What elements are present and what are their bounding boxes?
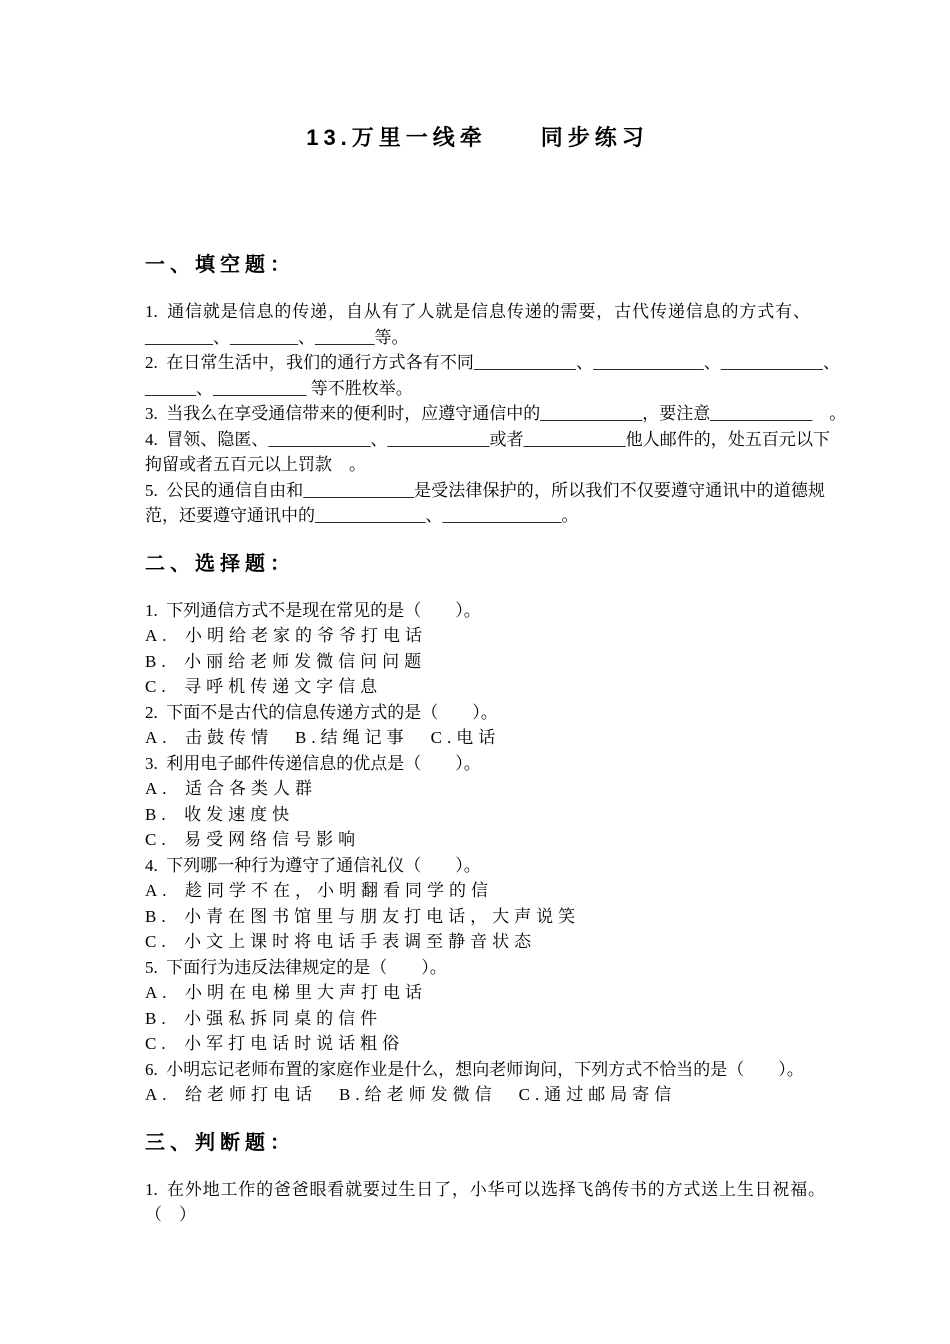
fill-question-3: 3. 当我么在享受通信带来的便利时，应遵守通信中的____________，要注意____________ 。 [145,404,847,423]
choice-question-4: 4. 下列哪一种行为遵守了通信礼仪（ ）。 [145,855,481,875]
choice-question-1: 1. 下列通信方式不是现在常见的是（ ）。 [145,600,481,620]
judge-question-1: 1. 在外地工作的爸爸眼看就要过生日了，小华可以选择飞鸽传书的方式送上生日祝福。（ ） [145,1179,825,1224]
fill-question-4: 4. 冒领、隐匿、____________、____________或者____________他人邮件的，处五百元以下拘留或者五百元以上罚款 。 [145,429,830,474]
section-true-false [145,1130,825,1228]
choice-q6-options-row: A. 给老师打电话 B.给老师发微信 C.通过邮局寄信 [145,1085,677,1104]
section-multiple-choice [145,551,810,1108]
choice-q4-option-c: C. 小文上课时将电话手表调至静音状态 [145,932,537,951]
choice-q5-option-c: C. 小军打电话时说话粗俗 [145,1034,405,1053]
fill-question-1: 1. 通信就是信息的传递，自从有了人就是信息传递的需要，古代传递信息的方式有、________、________、_______等。 [145,302,810,347]
fill-section-heading: 一、填空题： [145,254,295,276]
choice-question-3: 3. 利用电子邮件传递信息的优点是（ ）。 [145,753,481,773]
choice-question-2: 2. 下面不是古代的信息传递方式的是（ ）。 [145,702,498,722]
fill-question-5: 5. 公民的通信自由和_____________是受法律保护的，所以我们不仅要遵守通讯中的道德规范，还要遵守通讯中的_____________、______________。 [145,480,825,525]
section-fill-in-the-blank [145,252,847,529]
choice-question-5: 5. 下面行为违反法律规定的是（ ）。 [145,957,447,977]
choice-q4-option-b: B. 小青在图书馆里与朋友打电话，大声说笑 [145,906,581,926]
choice-question-6: 6. 小明忘记老师布置的家庭作业是什么，想向老师询问，下列方式不恰当的是（ ）。 [145,1059,804,1079]
choice-q1-option-a: A. 小明给老家的爷爷打电话 [145,626,428,645]
doc-title: 13.万里一线牵 同步练习 [306,125,649,150]
fill-question-2: 2. 在日常生活中，我们的通行方式各有不同____________、_____________、____________、______、___________ 等不胜枚举。 [145,353,840,398]
choice-q3-option-c: C. 易受网络信号影响 [145,830,361,849]
choice-q4-option-a: A. 趁同学不在，小明翻看同学的信 [145,881,494,900]
choice-q5-option-b: B. 小强私拆同桌的信件 [145,1008,383,1028]
choice-q2-options-row: A. 击鼓传情 B.结绳记事 C.电话 [145,728,501,747]
choice-section-heading: 二、选择题： [145,552,295,575]
judge-section-heading: 三、判断题： [145,1131,295,1154]
choice-q1-option-c: C. 寻呼机传递文字信息 [145,677,383,696]
choice-q3-option-a: A. 适合各类人群 [145,779,318,798]
choice-q5-option-a: A. 小明在电梯里大声打电话 [145,983,428,1002]
choice-q3-option-b: B. 收发速度快 [145,804,295,824]
choice-q1-option-b: B. 小丽给老师发微信问问题 [145,651,427,671]
